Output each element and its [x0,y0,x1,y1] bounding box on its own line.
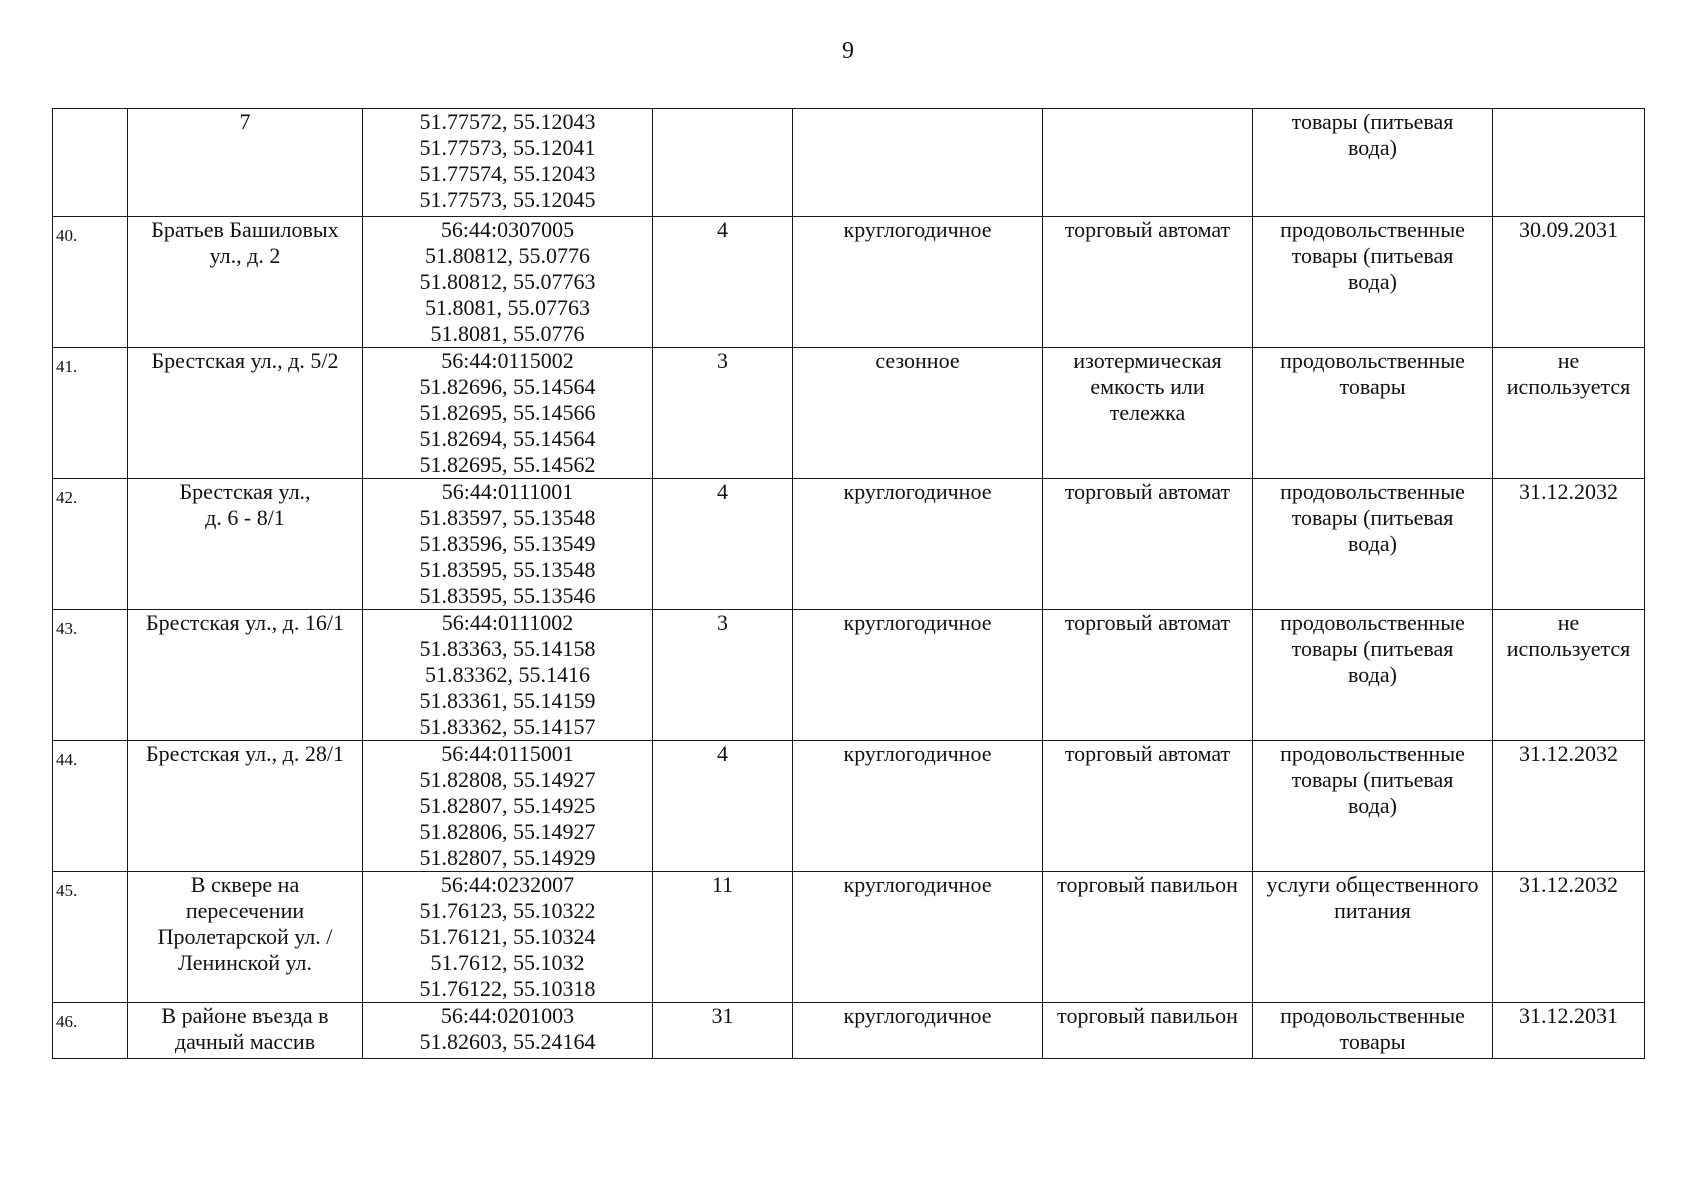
period-cell: круглогодичное [793,741,1043,872]
period-cell: круглогодичное [793,610,1043,741]
end-date-cell: не используется [1493,348,1645,479]
row-number-cell: 46. [53,1003,128,1059]
cadastral-number: 56:44:0115002 [441,348,574,373]
address-cell: Брестская ул., д. 16/1 [128,610,363,741]
address-cell: Брестская ул., д. 5/2 [128,348,363,479]
end-date-cell: 31.12.2032 [1493,872,1645,1003]
area-cell: 3 [653,610,793,741]
row-number-cell: 40. [53,217,128,348]
end-date-cell [1493,109,1645,217]
end-date-cell: 31.12.2032 [1493,479,1645,610]
specialization-cell: товары (питьевая вода) [1253,109,1493,217]
table-row [53,348,1645,479]
coordinate-line: 51.83362, 55.1416 [425,662,590,687]
coordinate-line: 51.80812, 55.0776 [425,243,590,268]
area-cell: 31 [653,1003,793,1059]
coordinate-line: 51.83362, 55.14157 [419,714,596,739]
object-type-cell: торговый павильон [1043,1003,1253,1059]
coordinate-line: 51.83597, 55.13548 [419,505,596,530]
page-number: 9 [842,38,854,64]
period-cell: круглогодичное [793,872,1043,1003]
address-cell: 7 [128,109,363,217]
period-cell: круглогодичное [793,479,1043,610]
address-cell: В сквере на пересечении Пролетарской ул. / Ленинской ул. [128,872,363,1003]
area-cell: 11 [653,872,793,1003]
coordinates-cell [363,610,653,741]
cadastral-number: 56:44:0307005 [440,217,575,242]
coordinate-line: 51.76121, 55.10324 [419,924,596,949]
period-cell: круглогодичное [793,217,1043,348]
coordinates-cell [363,217,653,348]
object-type-cell [1043,109,1253,217]
coordinate-line: 51.82696, 55.14564 [419,374,596,399]
table-row [53,741,1645,872]
row-number-cell [53,109,128,217]
table-row [53,872,1645,1003]
coordinates-cell [363,741,653,872]
coordinates-cell [363,872,653,1003]
row-number-cell: 45. [53,872,128,1003]
period-cell: круглогодичное [793,1003,1043,1059]
period-cell: сезонное [793,348,1043,479]
specialization-cell: продовольственные товары (питьевая вода) [1253,479,1493,610]
cadastral-number: 56:44:0111001 [441,479,574,504]
specialization-cell: продовольственные товары (питьевая вода) [1253,610,1493,741]
coordinate-line: 51.77574, 55.12043 [419,161,596,186]
table-body [53,109,1645,1059]
area-cell [653,109,793,217]
table-row [53,217,1645,348]
coordinate-line: 51.80812, 55.07763 [419,269,596,294]
coordinates-cell [363,479,653,610]
coordinate-line: 51.82695, 55.14566 [419,400,596,425]
specialization-cell: продовольственные товары (питьевая вода) [1253,741,1493,872]
coordinate-line: 51.83595, 55.13548 [419,557,596,582]
end-date-cell: 31.12.2031 [1493,1003,1645,1059]
coordinate-line: 51.76123, 55.10322 [419,898,596,923]
coordinate-line: 51.82695, 55.14562 [419,452,596,477]
area-cell: 3 [653,348,793,479]
end-date-cell: не используется [1493,610,1645,741]
table-row [53,109,1645,217]
cadastral-number: 56:44:0201003 [440,1003,575,1028]
area-cell: 4 [653,479,793,610]
end-date-cell: 31.12.2032 [1493,741,1645,872]
object-type-cell: изотермическая емкость или тележка [1043,348,1253,479]
coordinates-cell [363,1003,653,1059]
coordinate-line: 51.82807, 55.14929 [419,845,596,870]
coordinate-line: 51.77573, 55.12041 [419,135,596,160]
end-date-cell: 30.09.2031 [1493,217,1645,348]
row-number-cell: 43. [53,610,128,741]
coordinate-line: 51.82694, 55.14564 [419,426,596,451]
coordinate-line: 51.77572, 55.12043 [419,109,596,134]
object-type-cell: торговый автомат [1043,741,1253,872]
coordinate-line: 51.83596, 55.13549 [419,531,596,556]
area-cell: 4 [653,741,793,872]
coordinate-line: 51.82808, 55.14927 [419,767,596,792]
row-number-cell: 42. [53,479,128,610]
table-row [53,1003,1645,1059]
specialization-cell: продовольственные товары [1253,348,1493,479]
period-cell [793,109,1043,217]
specialization-cell: продовольственные товары (питьевая вода) [1253,217,1493,348]
row-number-cell: 41. [53,348,128,479]
object-type-cell: торговый павильон [1043,872,1253,1003]
object-type-cell: торговый автомат [1043,610,1253,741]
table-row [53,610,1645,741]
cadastral-number: 56:44:0232007 [440,872,575,897]
coordinate-line: 51.8081, 55.07763 [425,295,590,320]
coordinate-line: 51.8081, 55.0776 [430,321,585,346]
coordinate-line: 51.83595, 55.13546 [419,583,596,608]
address-cell: Братьев Башиловых ул., д. 2 [128,217,363,348]
specialization-cell: продовольственные товары [1253,1003,1493,1059]
object-type-cell: торговый автомат [1043,217,1253,348]
coordinate-line: 51.76122, 55.10318 [419,976,596,1001]
specialization-cell: услуги общественного питания [1253,872,1493,1003]
coordinate-line: 51.83361, 55.14159 [419,688,596,713]
area-cell: 4 [653,217,793,348]
coordinate-line: 51.82807, 55.14925 [419,793,596,818]
coordinates-cell [363,109,653,217]
address-cell: Брестская ул., д. 28/1 [128,741,363,872]
coordinate-line: 51.83363, 55.14158 [419,636,596,661]
address-cell: В районе въезда в дачный массив [128,1003,363,1059]
coordinates-cell [363,348,653,479]
coordinate-line: 51.77573, 55.12045 [419,187,596,212]
cadastral-number: 56:44:0111002 [441,610,574,635]
coordinate-line: 51.7612, 55.1032 [430,950,585,975]
coordinate-line: 51.82603, 55.24164 [419,1029,596,1054]
address-cell: Брестская ул., д. 6 - 8/1 [128,479,363,610]
placement-schedule-table [52,108,1645,1059]
table-row [53,479,1645,610]
row-number-cell: 44. [53,741,128,872]
cadastral-number: 56:44:0115001 [441,741,574,766]
coordinate-line: 51.82806, 55.14927 [419,819,596,844]
object-type-cell: торговый автомат [1043,479,1253,610]
